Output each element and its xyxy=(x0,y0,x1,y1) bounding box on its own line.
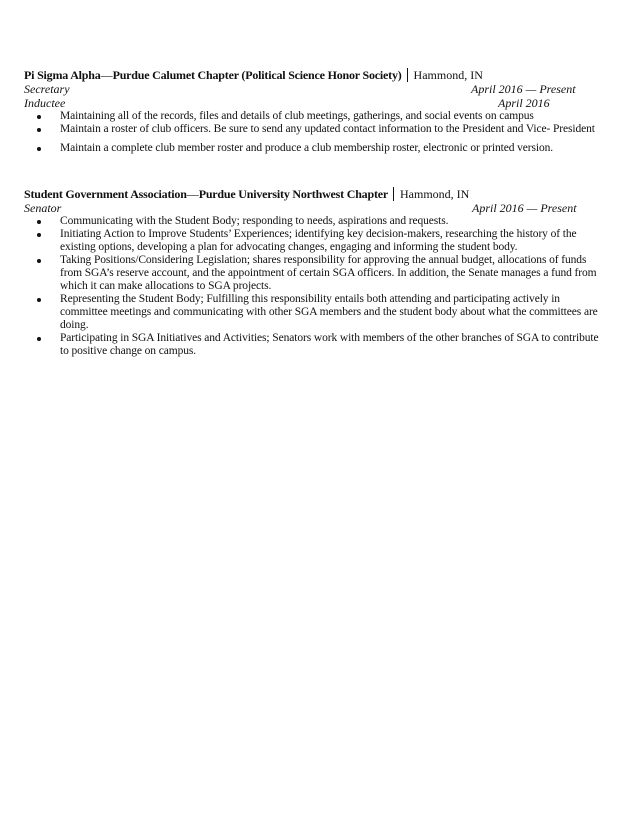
bullet-icon xyxy=(37,337,41,341)
section-heading xyxy=(24,186,610,201)
bullet-icon xyxy=(37,259,41,263)
responsibility-list xyxy=(24,110,610,155)
bullet-icon xyxy=(37,128,41,132)
section-student-government xyxy=(24,186,610,358)
chapter-name: Purdue University Northwest Chapter xyxy=(198,186,389,201)
list-item xyxy=(24,254,610,293)
list-item xyxy=(24,215,610,228)
responsibility-list xyxy=(24,215,610,358)
location: Hammond, IN xyxy=(413,67,483,82)
role-date: April 2016 xyxy=(498,96,550,110)
role-date: April 2016 — Present xyxy=(472,201,577,215)
list-item-text: Maintain a roster of club officers. Be sure to send any updated contact information to the President and Vice- President xyxy=(60,123,595,135)
list-item-text: Maintain a complete club member roster and produce a club membership roster, electronic or printed version. xyxy=(60,142,554,154)
list-item-text: Taking Positions/Considering Legislation; shares responsibility for approving the annual budget, allocations of funds from SGA’s reserve account, and the appointment of certain SGA officers. In addition, the Senate manages a fund from which it can make allocations to SGA projects. xyxy=(60,254,597,292)
list-item-text: Communicating with the Student Body; responding to needs, aspirations and requests. xyxy=(60,215,449,227)
list-item xyxy=(24,228,610,254)
list-item-text: Participating in SGA Initiatives and Activities; Senators work with members of the other branches of SGA to contribute to positive change on campus. xyxy=(60,332,599,357)
list-item-text: Initiating Action to Improve Students’ Experiences; identifying key decision-makers, researching the history of the existing options, developing a plan for advocating changes, engaging and informing the student body. xyxy=(60,228,577,253)
role-date: April 2016 — Present xyxy=(471,82,576,96)
role-title: Inductee xyxy=(24,96,66,110)
list-item-text: Representing the Student Body; Fulfilling this responsibility entails both attending and participating actively in committee meetings and communicating with other SGA members and the student body about what the committees are doing. xyxy=(60,293,598,331)
role-line xyxy=(24,96,610,110)
bullet-icon xyxy=(37,115,41,119)
organization-name: Student Government Association xyxy=(24,186,187,201)
role-title: Secretary xyxy=(24,82,70,96)
bullet-icon xyxy=(37,233,41,237)
heading-separator xyxy=(407,68,408,82)
list-item xyxy=(24,123,610,136)
bullet-icon xyxy=(37,298,41,302)
section-heading xyxy=(24,67,610,82)
role-line xyxy=(24,82,610,96)
heading-dash: — xyxy=(100,67,113,82)
bullet-icon xyxy=(37,147,41,151)
location: Hammond, IN xyxy=(400,186,470,201)
list-item xyxy=(24,110,610,123)
section-pi-sigma-alpha xyxy=(24,67,610,155)
heading-separator xyxy=(393,187,394,201)
heading-dash: — xyxy=(186,186,199,201)
list-item-text: Maintaining all of the records, files and details of club meetings, gatherings, and social events on campus xyxy=(60,110,534,122)
role-title: Senator xyxy=(24,201,62,215)
list-item xyxy=(24,293,610,332)
chapter-name: Purdue Calumet Chapter (Political Science Honor Society) xyxy=(112,67,402,82)
role-line xyxy=(24,201,610,215)
list-item xyxy=(24,142,610,155)
bullet-icon xyxy=(37,220,41,224)
organization-name: Pi Sigma Alpha xyxy=(24,67,101,82)
list-item xyxy=(24,332,610,358)
